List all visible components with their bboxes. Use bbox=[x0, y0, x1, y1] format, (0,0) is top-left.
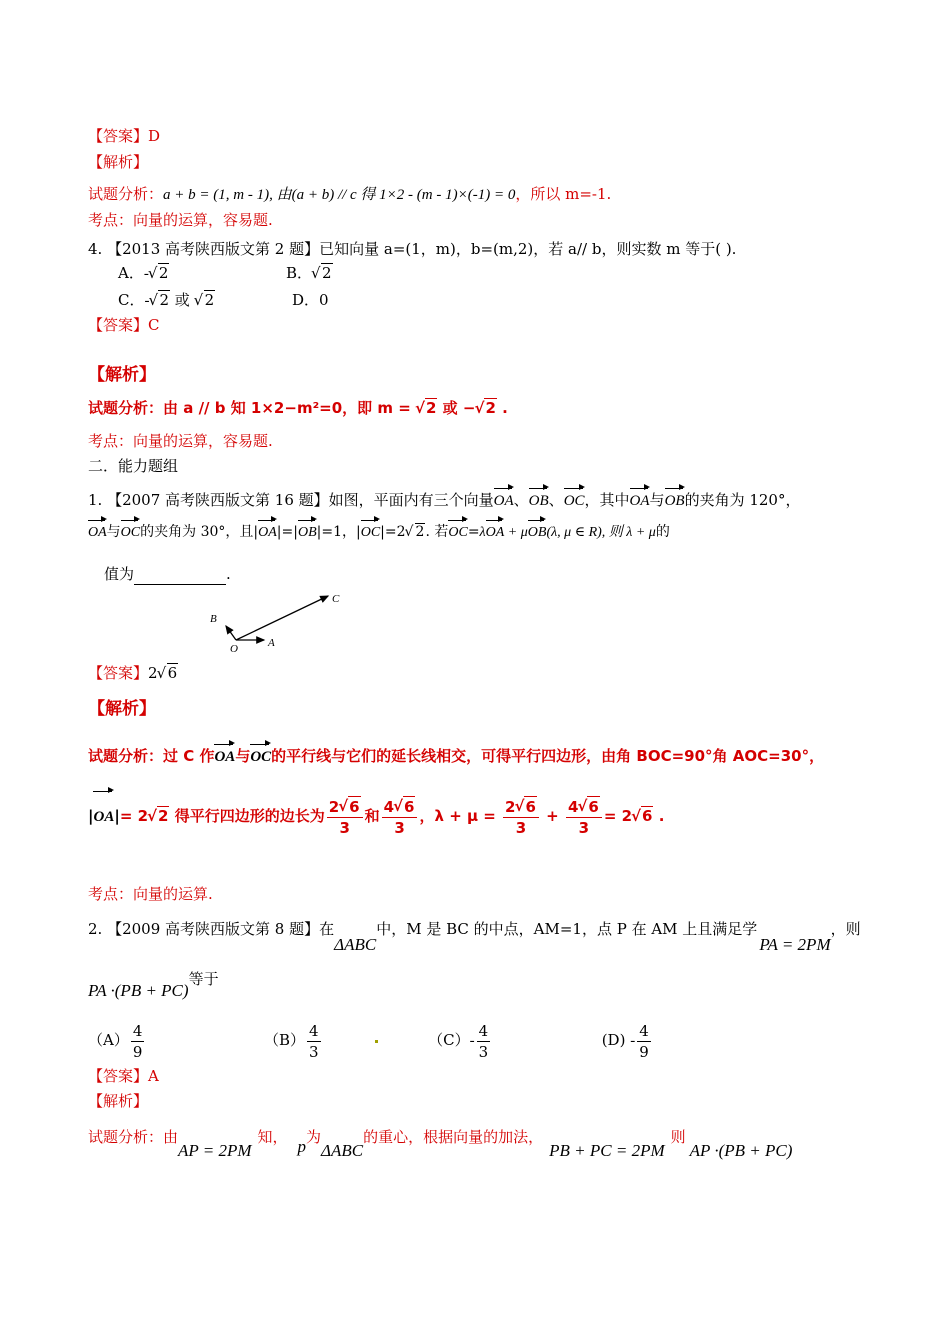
fraction-4root6-over-3: 4 √ 6 3 bbox=[382, 796, 418, 838]
vector-oa: OA bbox=[214, 746, 235, 768]
sqrt-sign: √ 2 bbox=[148, 792, 169, 840]
fig-label-a: A bbox=[268, 637, 275, 649]
q4-stem: 4. 【2013 高考陕西版文第 2 题】已知向量 a=(1，m)，b=(m,2)，若 a// b，则实数 m 等于( ). bbox=[88, 240, 737, 258]
q4-analysis: 试题分析：由 a // b 知 1×2−m²=0，即 m = √ 2 或 −√ 2 . bbox=[88, 397, 508, 419]
kaodian-1: 考点：向量的运算，容易题. bbox=[88, 211, 273, 229]
vector-oc: OC bbox=[448, 522, 467, 544]
sqrt-sign: √ 2 bbox=[195, 289, 216, 311]
sqrt-sign: √ 2 bbox=[475, 397, 496, 419]
q2-analysis: 试题分析：由AP = 2PM知， p为ΔABC的重心，根据向量的加法，PB + PC = 2PM则AP ·(PB + PC) bbox=[88, 1128, 793, 1160]
q2-line1: 2. 【2009 高考陕西版文第 8 题】在ΔABC中，M 是 BC 的中点，AM=1，点 P 在 AM 上且满足学PA = 2PM，则 bbox=[88, 920, 861, 954]
section-heading: 二．能力题组 bbox=[88, 457, 179, 475]
vector-oa: OA bbox=[88, 522, 107, 544]
q1-analysis-label: 【解析】 bbox=[88, 699, 156, 719]
kaodian-3: 考点：向量的运算. bbox=[88, 885, 213, 903]
q2-option-d: (D) - $\frac{4}{9}$ bbox=[601, 1021, 649, 1061]
q1-answer: 【答案】2√ 6 bbox=[88, 662, 178, 684]
q2-option-b: （B） $\frac{4}{3}$ bbox=[263, 1021, 319, 1061]
vector-figure bbox=[200, 584, 360, 656]
vector-oc: OC bbox=[564, 490, 585, 512]
vector-oc: OC bbox=[121, 522, 140, 544]
analysis-label: 【解析】 bbox=[88, 153, 149, 171]
vector-oa: OA bbox=[93, 793, 114, 841]
q1-analysis-line1: 试题分析：过 C 作OA与OC的平行线与它们的延长线相交，可得平行四边形，由角 BOC=90°角 AOC=30°， bbox=[88, 745, 824, 768]
q1-line2: OA与OC的夹角为 30°，且|OA|=|OB|=1，|OC|=2√ 2. 若OC=λOA + μOB(λ, μ ∈ R), 则 λ + μ的 bbox=[88, 521, 670, 544]
fraction-2root6-over-3: 2 √ 6 3 bbox=[503, 796, 539, 838]
fig-label-c: C bbox=[332, 593, 340, 605]
analysis-line bbox=[88, 183, 611, 206]
sqrt-sign: √ 6 bbox=[158, 662, 179, 684]
q2-answer: 【答案】A bbox=[88, 1067, 159, 1085]
vector-oa: OA bbox=[630, 490, 650, 512]
sqrt-sign: √ 2 bbox=[416, 397, 437, 419]
vector-ob: OB bbox=[529, 490, 549, 512]
analysis-math: a + b = (1, m - 1), 由(a + b) // c 得 1×2 - (m - 1)×(-1) = 0 bbox=[163, 187, 516, 203]
vector-oc: OC bbox=[361, 522, 380, 544]
vector-oa: OA bbox=[258, 522, 277, 544]
q2-analysis-label: 【解析】 bbox=[88, 1092, 149, 1110]
q1-line1: 1. 【2007 高考陕西版文第 16 题】如图，平面内有三个向量OA、OB、OC，其中OA与OB的夹角为 120°， bbox=[88, 489, 800, 512]
sqrt-sign: √ 2 bbox=[406, 521, 426, 543]
sqrt-sign: √ 6 bbox=[632, 792, 653, 840]
q4-answer: 【答案】C bbox=[88, 316, 160, 334]
vector-oc: OC bbox=[250, 746, 271, 768]
answer-blank bbox=[134, 570, 226, 585]
kaodian-2: 考点：向量的运算，容易题. bbox=[88, 432, 273, 450]
vector-ob: OB bbox=[665, 490, 685, 512]
q4-option-d: D．0 bbox=[292, 291, 329, 309]
q4-option-c: C．-√ 2 或 √ 2 bbox=[118, 289, 215, 312]
sqrt-sign: √ 2 bbox=[312, 262, 333, 284]
fraction-2root6-over-3: 2 √ 6 3 bbox=[327, 796, 363, 838]
analysis-prefix: 试题分析： bbox=[88, 185, 164, 203]
q4-option-b: B．√ 2 bbox=[286, 262, 333, 284]
q1-line3: 值为 . bbox=[104, 565, 231, 583]
q2-options bbox=[88, 1018, 653, 1063]
vector-line-oc bbox=[236, 596, 328, 640]
vector-oa: OA bbox=[494, 490, 514, 512]
q2-option-c: （C）- $\frac{4}{3}$ bbox=[428, 1021, 489, 1061]
sqrt-sign: √ 2 bbox=[149, 262, 170, 284]
sqrt-sign: √ 2 bbox=[149, 289, 170, 311]
vector-ob: OB bbox=[528, 522, 547, 544]
q4-analysis-label: 【解析】 bbox=[88, 365, 156, 385]
q4-option-a: A．-√ 2 bbox=[118, 262, 169, 285]
analysis-suffix: ，所以 m=-1. bbox=[515, 185, 612, 203]
fig-label-o: O bbox=[230, 643, 238, 655]
vector-line-ob bbox=[226, 626, 236, 640]
vector-oa: OA bbox=[486, 522, 505, 544]
vector-ob: OB bbox=[298, 522, 317, 544]
stray-dot bbox=[375, 1040, 378, 1043]
fig-label-b: B bbox=[210, 613, 217, 625]
q2-option-a: （A） $\frac{4}{9}$ bbox=[88, 1021, 143, 1061]
fraction-4root6-over-3: 4 √ 6 3 bbox=[566, 796, 602, 838]
answer-d: 【答案】D bbox=[88, 127, 161, 145]
q1-analysis-line2: |OA|= 2√ 2 得平行四边形的边长为 2 √ 6 3 和 4 √ 6 3 ，λ + μ = 2 √ 6 3 + 4 √ 6 3 = 2√ 6 . bbox=[88, 792, 664, 841]
q2-line2: PA ·(PB + PC)等于 bbox=[88, 970, 219, 1000]
